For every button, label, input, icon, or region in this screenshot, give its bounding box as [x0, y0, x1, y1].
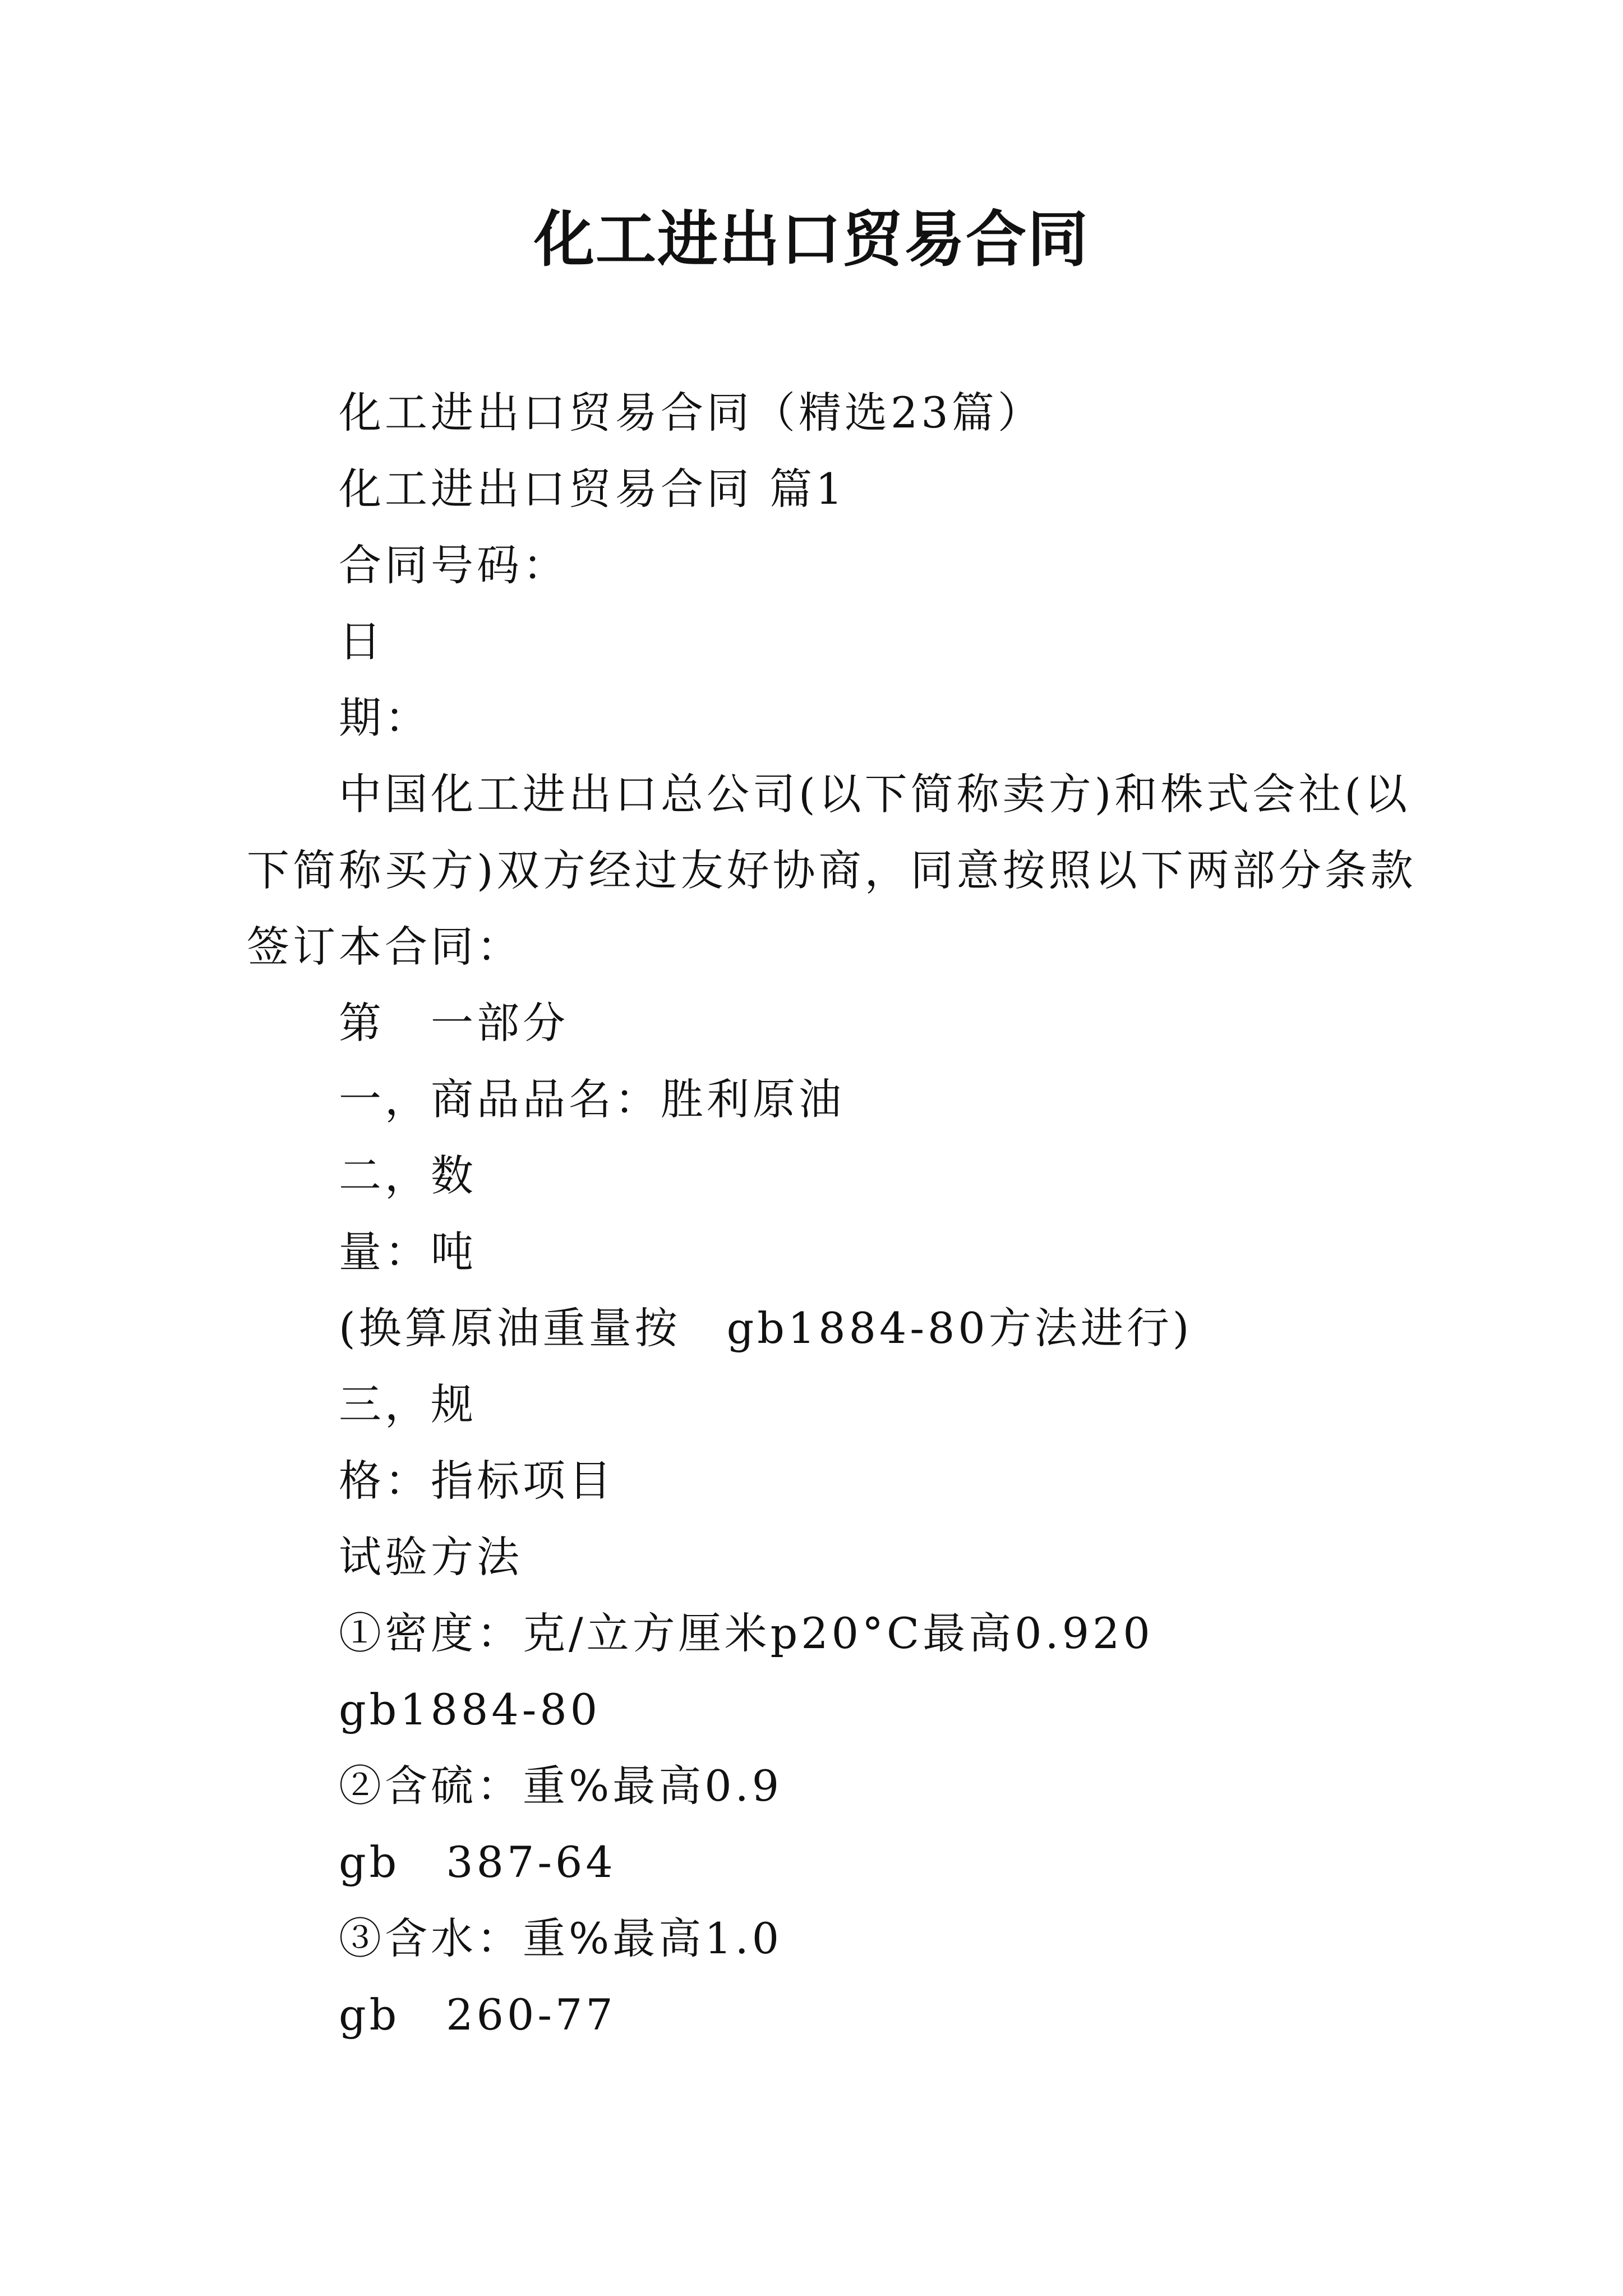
clause-line: (换算原油重量按 gb1884-80方法进行) — [339, 1303, 1193, 1353]
document-title: 化工进出口贸易合同 — [533, 204, 1089, 275]
paragraph-line: 下简称买方)双方经过友好协商，同意按照以下两部分条款 — [247, 845, 1417, 895]
clause-line: 二，数 — [339, 1151, 477, 1200]
clause-line: 试验方法 — [339, 1532, 523, 1582]
spec-method-line: gb 260-77 — [339, 1990, 616, 2040]
section-heading: 化工进出口贸易合同 篇1 — [339, 464, 846, 514]
spec-line: ③含水：重%最高1.0 — [339, 1913, 783, 1963]
subtitle-line: 化工进出口贸易合同（精选23篇） — [339, 388, 1044, 438]
clause-line: 格：指标项目 — [339, 1456, 615, 1506]
spec-method-line: gb1884-80 — [339, 1685, 601, 1734]
clause-line: 一，商品品名：胜利原油 — [339, 1074, 845, 1124]
spec-method-line: gb 387-64 — [339, 1837, 616, 1887]
date-label-part2: 期： — [339, 693, 431, 743]
paragraph-line: 签订本合同： — [247, 922, 523, 972]
spec-line: ②含硫：重%最高0.9 — [339, 1761, 783, 1811]
date-label-part1: 日 — [339, 616, 385, 666]
clause-line: 量：吨 — [339, 1227, 477, 1277]
clause-line: 三，规 — [339, 1379, 477, 1429]
paragraph-line: 中国化工进出口总公司(以下简称卖方)和株式会社(以 — [339, 769, 1410, 819]
spec-line: ①密度：克/立方厘米p20°C最高0.920 — [339, 1608, 1154, 1658]
part-heading: 第 一部分 — [339, 998, 569, 1048]
contract-number-label: 合同号码： — [339, 540, 569, 590]
